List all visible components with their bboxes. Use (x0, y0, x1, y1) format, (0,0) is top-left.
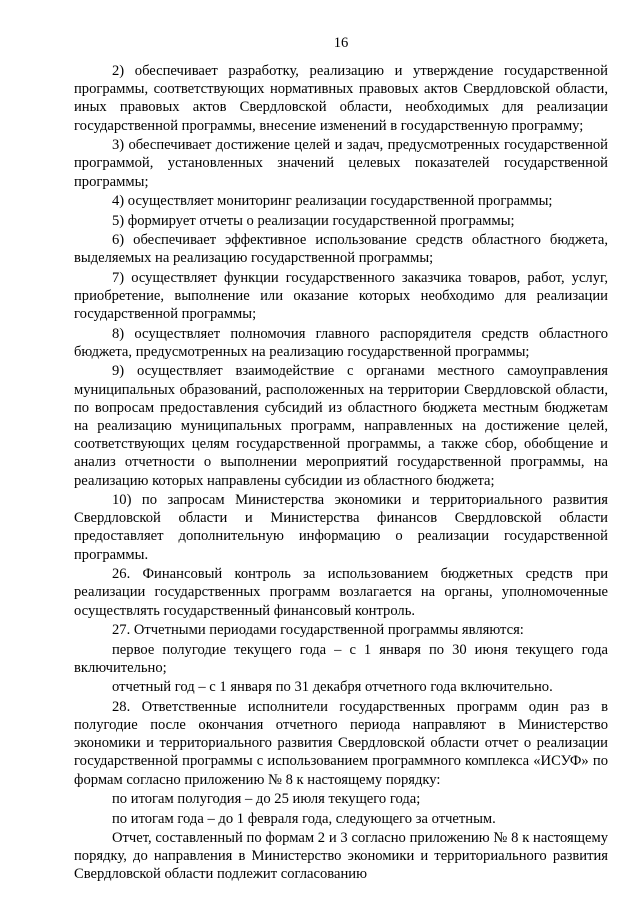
paragraph-item-2: 2) обеспечивает разработку, реализацию и утверждение государственной программы, соответствующих нормативных правовых актов Свердловской области, иных правовых актов Свердловской области, необходимых для реализации государственной программы, внесение изменений в государственную программу; (74, 63, 608, 134)
deadline-year-paragraph: по итогам года – до 1 февраля года, следующего за отчетным. (112, 810, 496, 827)
paragraph-item-6: 6) обеспечивает эффективное использование средств областного бюджета, выделяемых на реализацию государственной программы; (74, 232, 608, 267)
page-number: 16 (333, 35, 349, 51)
paragraph-item-3: 3) обеспечивает достижение целей и задач, предусмотренных государственной программой, установленных значений целевых показателей государственной программы; (74, 137, 608, 190)
period-year-paragraph: отчетный год – с 1 января по 31 декабря отчетного года включительно. (112, 679, 553, 696)
report-approval-paragraph: Отчет, составленный по формам 2 и 3 согласно приложению № 8 к настоящему порядку, до направления в Министерство экономики и территориального развития Свердловской области подлежит согласованию (74, 830, 608, 883)
deadline-half-year-paragraph: по итогам полугодия – до 25 июля текущего года; (112, 791, 421, 808)
paragraph-item-5: 5) формирует отчеты о реализации государственной программы; (112, 212, 515, 229)
section-26-paragraph: 26. Финансовый контроль за использованием бюджетных средств при реализации государственных программ возлагается на органы, уполномоченные осуществлять государственный финансовый контроль. (74, 566, 608, 619)
period-first-half-paragraph: первое полугодие текущего года – с 1 января по 30 июня текущего года включительно; (74, 641, 608, 676)
document-page (74, 34, 608, 885)
paragraph-item-10: 10) по запросам Министерства экономики и территориального развития Свердловской области и Министерства финансов Свердловской области предоставляет дополнительную информацию о реализации государственной программы. (74, 492, 608, 563)
section-27-paragraph: 27. Отчетными периодами государственной программы являются: (112, 622, 524, 639)
paragraph-item-7: 7) осуществляет функции государственного заказчика товаров, работ, услуг, приобретение, выполнение или оказание которых необходимо для реализации государственной программы; (74, 269, 608, 323)
paragraph-item-4: 4) осуществляет мониторинг реализации государственной программы; (112, 193, 553, 210)
document-body (74, 62, 608, 884)
paragraph-item-8: 8) осуществляет полномочия главного распорядителя средств областного бюджета, предусмотренных на реализацию государственной программы; (74, 325, 608, 360)
section-28-paragraph: 28. Ответственные исполнители государственных программ один раз в полугодие после окончания отчетного периода направляют в Министерство экономики и территориального развития Свердловской области отчет о реализации государственной программы с использованием программного комплекса «ИСУФ» по формам согласно приложению № 8 к настоящему порядку: (74, 698, 608, 788)
paragraph-item-9: 9) осуществляет взаимодействие с органами местного самоуправления муниципальных образований, расположенных на территории Свердловской области, по вопросам предоставления субсидий из областного бюджета местным бюджетам на реализацию муниципальных программ, направленных на достижение целей, соответствующих целям государственной программы, а также сбор, обобщение и анализ отчетности о выполнении мероприятий государственной программы, на реализацию которых направлены субсидии из областного бюджета; (74, 363, 608, 489)
